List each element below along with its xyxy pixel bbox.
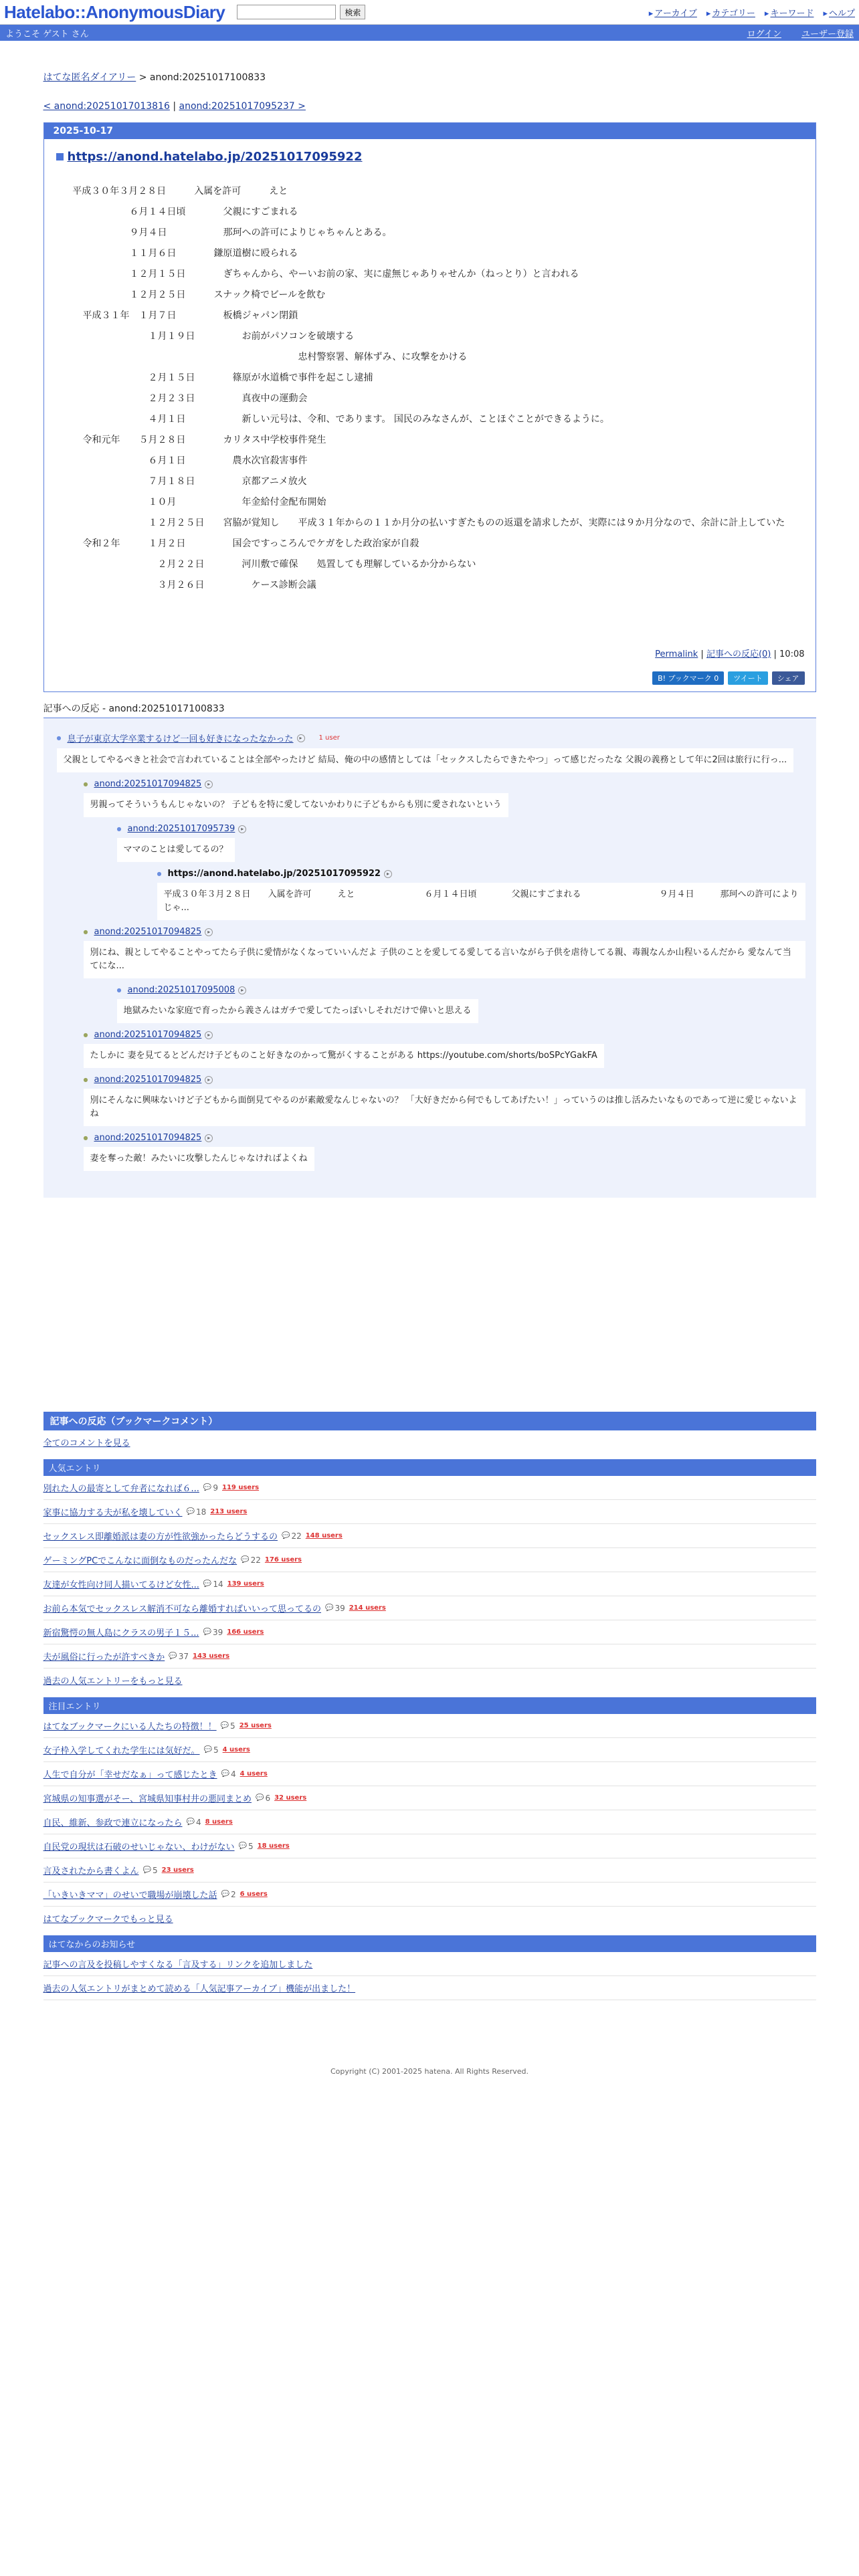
share-buttons (44, 671, 816, 691)
entry-item (43, 1858, 816, 1883)
entry-item (43, 1596, 816, 1620)
reaction-node (84, 927, 805, 978)
popular-list (43, 1476, 816, 1669)
expand-arrow-icon[interactable]: ▸ (205, 928, 213, 936)
comment-count: 💬 5 (143, 1866, 158, 1875)
footer-copyright: Copyright (C) 2001-2025 hatena. All Rights Reserved. (330, 2067, 529, 2076)
top-nav (649, 6, 855, 19)
entry-item (43, 1810, 816, 1834)
notable-list (43, 1714, 816, 1907)
comment-count: 💬 22 (282, 1531, 302, 1541)
bookmark-users-badge[interactable]: 6 users (240, 1891, 268, 1898)
reaction-node (84, 1133, 805, 1171)
reaction-link[interactable]: ● 息子が東京大学卒業するけど一回も好きになったなかった (67, 734, 294, 744)
bookmark-users-badge[interactable]: 25 users (239, 1722, 272, 1729)
reaction-link[interactable]: ● anond:20251017094825 (94, 1133, 202, 1143)
entry-item-link[interactable]: ゲーミングPCでこんなに面倒なものだったんだな (43, 1556, 237, 1566)
notable-more-link[interactable]: はてなブックマークでもっと見る (43, 1915, 173, 1925)
entry-item (43, 1476, 816, 1500)
facebook-share-button[interactable]: シェア (772, 671, 805, 685)
nav-archive[interactable]: ▸ アーカイブ (649, 6, 697, 19)
notable-header: 注目エントリ (43, 1697, 816, 1714)
hatena-bookmark-button[interactable]: B! ブックマーク 0 (652, 671, 724, 685)
site-logo[interactable]: Hatelabo::AnonymousDiary (4, 1, 225, 22)
reaction-head (117, 824, 805, 834)
entry-item-link[interactable]: はてなブックマークにいる人たちの特徴！！ (43, 1722, 217, 1732)
top-bar (0, 0, 859, 25)
spacer (43, 1198, 816, 1412)
bookmark-users-badge[interactable]: 176 users (264, 1556, 302, 1564)
breadcrumb-sep: > (136, 72, 150, 83)
reaction-head (57, 732, 805, 744)
entry-item-link[interactable]: 宮城県の知事選がそー、宮城県知事村井の悪同まとめ (43, 1794, 252, 1804)
reaction-text: たしかに 妻を見てるとどんだけ子どものこと好きなのかって驚がくすることがある https://youtube.com/shorts/boSPcYGakFA (84, 1044, 604, 1068)
user-bar (0, 25, 859, 41)
prev-next-nav (43, 101, 816, 112)
entry-item (43, 1883, 816, 1907)
comment-count: 💬 18 (187, 1507, 207, 1517)
expand-arrow-icon[interactable]: ▸ (205, 1076, 213, 1084)
comment-count: 💬 4 (221, 1769, 236, 1779)
entry-item-link[interactable]: 言及されたから書くよん (43, 1866, 139, 1876)
reaction-link[interactable]: ● anond:20251017095739 (127, 824, 235, 834)
entry-footer: Permalink | 記事への反応(0) | 10:08 (655, 649, 805, 659)
entry-square-icon (56, 153, 64, 160)
entry-date: 2025-10-17 (44, 123, 816, 139)
entry-item (43, 1572, 816, 1596)
prevnext-sep: | (169, 101, 179, 112)
reaction-link[interactable]: ● anond:20251017094825 (94, 1030, 202, 1040)
reaction-head (84, 1075, 805, 1085)
comment-count: 💬 4 (187, 1818, 201, 1827)
permalink[interactable]: Permalink (655, 649, 698, 659)
main-content (43, 70, 816, 2076)
entry-item-link[interactable]: お前ら本気でセックスレス解消不可なら離婚すればいいって思ってるの (43, 1604, 321, 1614)
reaction-head (84, 927, 805, 937)
bookmark-users-badge[interactable]: 166 users (227, 1628, 264, 1636)
breadcrumb-current: anond:20251017100833 (149, 72, 266, 83)
reaction-text: 平成３０年３月２８日 入属を許可 えと ６月１４日頃 父親にすごまれる ９月４日 那珂への許可によりじゃ... (157, 883, 805, 920)
expand-arrow-icon[interactable]: ▸ (205, 1031, 213, 1039)
all-comments-link[interactable]: 全てのコメントを見る (43, 1438, 130, 1448)
reaction-text: 別にね、親としてやることやってたら子供に愛情がなくなっていいんだよ 子供のことを愛してる愛してる言いながら子供を虐待してる親、毒親なんか山程いるんだから 愛なんて当てにな... (84, 941, 805, 978)
prev-entry-link[interactable]: < anond:20251017013816 (43, 101, 170, 112)
comment-count: 💬 5 (204, 1745, 219, 1755)
popular-more-link[interactable]: 過去の人気エントリーをもっと見る (43, 1677, 183, 1687)
comment-count: 💬 14 (203, 1580, 223, 1589)
search-input[interactable] (237, 5, 336, 19)
search-form (237, 5, 365, 19)
reaction-link[interactable]: ● anond:20251017094825 (94, 779, 202, 789)
comment-count: 💬 9 (203, 1483, 218, 1493)
comment-count: 💬 5 (239, 1842, 254, 1851)
reaction-node (57, 732, 805, 772)
comment-count: 💬 37 (169, 1652, 189, 1661)
reaction-link[interactable]: ● anond:20251017094825 (94, 927, 202, 937)
comment-count: 💬 39 (325, 1604, 345, 1613)
reaction-head (84, 1030, 805, 1040)
expand-arrow-icon[interactable]: ▸ (205, 1134, 213, 1142)
expand-arrow-icon[interactable]: ▸ (238, 986, 246, 994)
reaction-link[interactable]: ● https://anond.hatelabo.jp/20251017095922 (167, 869, 381, 879)
bookmark-users-badge[interactable]: 23 users (161, 1866, 194, 1874)
reaction-text: 父親としてやるべきと社会で言われていることは全部やったけど 結局、俺の中の感情としては「セックスしたらできたやつ」って感じだったな 父親の義務として年に2回は旅行に行っ... (57, 748, 794, 772)
reaction-text: 妻を奪った敵！みたいに攻撃したんじゃなければよくね (84, 1147, 314, 1171)
news-header: はてなからのお知らせ (43, 1935, 816, 1952)
expand-arrow-icon[interactable]: ▸ (297, 734, 305, 742)
entry-section (43, 122, 816, 692)
reaction-node (84, 1030, 805, 1068)
bookmark-users-badge[interactable]: 214 users (349, 1604, 386, 1612)
entry-item (43, 1762, 816, 1786)
bookmark-comments-header: 記事への反応（ブックマークコメント） (43, 1412, 816, 1430)
bookmark-users-badge[interactable]: 4 users (240, 1770, 268, 1778)
entry-body: 平成３０年３月２８日 入属を許可 えと ６月１４日頃 父親にすごまれる ９月４日 那珂への許可によりじゃちゃんとある。 １１月６日 鎌原道樹に殴られる １２月１５日 ぎちゃんから、やーいお前の家、実に虚無じゃありゃせんか（ねっとり）と言われる １２月２５日 スナック椅でビールを飲む 平成３１年 １月７日 板橋ジャパン閉鎖 １月１９日 お前がパソコンを破壊する 忠村警察署、解体ずみ、に攻撃をかける ２月１５日 篠原が水道橋で事件を起こし逮捕 ２月２３日 真夜中の運動会 ４月１日 新しい元号は、令和、であります。 国民のみなさんが、ことほぐことができるように。 令和元年 ５月２８日 カリタス中学校事件発生 ６月１日 農水次官殺害事件 ７月１８日 京都アニメ放火 １０月 年金給付金配布開始 １２月２５日 宮脇が覚知し 平成３１年からの１１か月分の払いすぎたものの返還を請求したが、実際には９か月分なので、余計に計上していた 令和２年 １月２日 国会ですっころんでケガをした政治家が自殺 ２月２２日 河川敷で確保 処置しても理解しているか分からない ３月２６日 ケース診断会議 (72, 186, 785, 591)
bookmark-users-badge[interactable]: 119 users (222, 1484, 260, 1491)
reactions-link[interactable]: 記事への反応(0) (706, 649, 771, 659)
entry-item (43, 1738, 816, 1762)
entry-item (43, 1500, 816, 1524)
entry-item-link[interactable]: セックスレス即離婚派は妻の方が性欲強かったらどうするの (43, 1532, 278, 1542)
entry-item-link[interactable]: 新宿驚愕の無人島にクラスの男子１５... (43, 1628, 199, 1638)
search-button[interactable]: 検索 (340, 5, 365, 19)
reaction-text: 地獄みたいな家庭で育ったから義さんはガチで愛してたっぽいしそれだけで偉いと思える (117, 999, 478, 1023)
expand-arrow-icon[interactable]: ▸ (384, 870, 392, 878)
entry-item-link[interactable]: 夫が風俗に行ったが許すべきか (43, 1652, 165, 1662)
bookmark-users-badge[interactable]: 32 users (274, 1794, 307, 1802)
reaction-head (117, 985, 805, 995)
reaction-head (157, 869, 805, 879)
nav-category[interactable]: ▸ カテゴリー (706, 6, 755, 19)
entry-item (43, 1786, 816, 1810)
reaction-head (84, 1133, 805, 1143)
bookmark-users-badge[interactable]: 18 users (257, 1842, 290, 1850)
entry-item-link[interactable]: 女子枠入学してくれた学生には気好だ。 (43, 1746, 200, 1756)
entry-item-link[interactable]: 友達が女性向け同人描いてるけど女性... (43, 1580, 199, 1590)
entry-time: 10:08 (779, 649, 805, 659)
bookmark-users-badge[interactable]: 213 users (210, 1508, 248, 1515)
entry-title-link[interactable]: https://anond.hatelabo.jp/20251017095922 (67, 150, 363, 164)
reactions-title: 記事への反応 - anond:20251017100833 (43, 702, 816, 718)
reaction-text: 男親ってそういうもんじゃないの？ 子どもを特に愛してないかわりに子どもからも別に愛されないという (84, 793, 508, 817)
reaction-text: ママのことは愛してるの？ (117, 838, 235, 862)
comment-count: 💬 2 (221, 1890, 236, 1899)
news-item[interactable]: 過去の人気エントリがまとめて読める「人気記事アーカイブ」機能が出ました！ (43, 1984, 356, 1994)
entry-item (43, 1548, 816, 1572)
entry-item (43, 1620, 816, 1644)
entry-item-link[interactable]: 自民党の現状は石破のせいじゃない、わけがない (43, 1842, 235, 1852)
entry-item (43, 1644, 816, 1669)
nav-help[interactable]: ▸ ヘルプ (823, 6, 855, 19)
comment-count: 💬 6 (256, 1794, 270, 1803)
comment-count: 💬 5 (221, 1721, 235, 1731)
bookmark-users-badge[interactable]: 139 users (227, 1580, 264, 1588)
welcome-text: ようこそ ゲスト さん (5, 29, 89, 39)
reaction-node (84, 779, 805, 817)
entry-item-link[interactable]: 別れた人の最寄として弁者になれば６... (43, 1484, 199, 1494)
nav-keyword[interactable]: ▸ キーワード (765, 6, 814, 19)
tweet-button[interactable]: ツイート (728, 671, 767, 685)
news-item[interactable]: 記事への言及を投稿しやすくなる「言及する」リンクを追加しました (43, 1960, 313, 1970)
entry-item-link[interactable]: 自民、維新、参政で連立になったら (43, 1818, 183, 1828)
bookmark-users-badge[interactable]: 148 users (305, 1532, 343, 1539)
bookmark-users-badge[interactable]: 143 users (192, 1652, 230, 1660)
reaction-node (84, 1075, 805, 1126)
entry-title-row (56, 150, 816, 164)
user-count-badge[interactable]: 1 user (318, 734, 340, 742)
comment-count: 💬 39 (203, 1628, 223, 1637)
entry-item (43, 1524, 816, 1548)
reaction-link[interactable]: ● anond:20251017094825 (94, 1075, 202, 1085)
entry-item (43, 1714, 816, 1738)
login-link[interactable]: ログイン (747, 29, 781, 39)
reaction-link[interactable]: ● anond:20251017095008 (127, 985, 235, 995)
bookmark-users-badge[interactable]: 8 users (205, 1818, 233, 1826)
expand-arrow-icon[interactable]: ▸ (238, 825, 246, 833)
entry-item-link[interactable]: 人生で自分が「幸せだなぁ」って感じたとき (43, 1770, 217, 1780)
comment-count: 💬 22 (241, 1555, 261, 1565)
entry-item-link[interactable]: 「いきいきママ」のせいで職場が崩壊した話 (43, 1891, 217, 1901)
entry-item-link[interactable]: 家事に協力する夫が私を壊していく (43, 1508, 183, 1518)
reaction-node (117, 824, 805, 862)
register-link[interactable]: ユーザー登録 (801, 29, 854, 39)
reaction-text: 別にそんなに興味ないけど子どもから面倒見てやるのが素敵愛なんじゃないの？ 「大好きだから何でもしてあげたい！」っていうのは推し活みたいなものであって逆に愛じゃないよね (84, 1089, 805, 1126)
reaction-tree (43, 718, 816, 1198)
popular-header: 人気エントリ (43, 1459, 816, 1476)
bookmark-users-badge[interactable]: 4 users (222, 1746, 250, 1753)
breadcrumb-home[interactable]: はてな匿名ダイアリー (43, 72, 136, 83)
breadcrumb (43, 70, 816, 84)
reaction-head (84, 779, 805, 789)
next-entry-link[interactable]: anond:20251017095237 > (179, 101, 306, 112)
entry-item (43, 1834, 816, 1858)
reaction-node (117, 985, 805, 1023)
reaction-node (157, 869, 805, 920)
expand-arrow-icon[interactable]: ▸ (205, 780, 213, 788)
